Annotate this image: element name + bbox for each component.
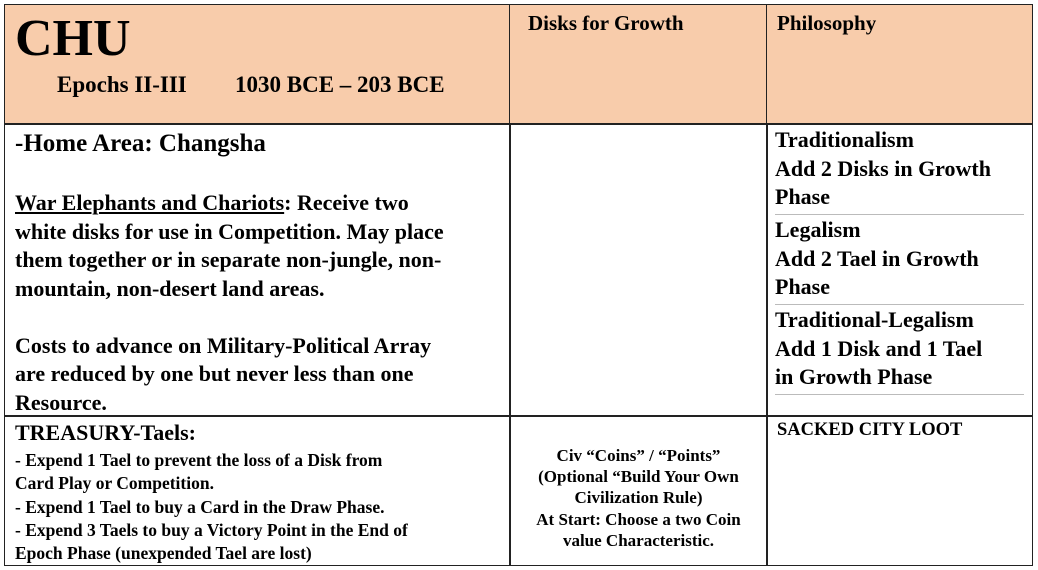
- treasury-heading: TREASURY-Taels:: [15, 420, 196, 445]
- disks-for-growth-cell: [509, 123, 768, 417]
- coins-line: Civ “Coins” / “Points”: [556, 446, 721, 465]
- philosophy-name: Legalism: [775, 217, 861, 242]
- philosophy-header: [766, 4, 1033, 125]
- ability-line: mountain, non-desert land areas.: [15, 276, 325, 301]
- treasury-rule: Card Play or Competition.: [15, 473, 214, 493]
- treasury-rule: - Expend 1 Tael to prevent the loss of a Disk from: [15, 450, 383, 470]
- loot-label: SACKED CITY LOOT: [777, 420, 963, 440]
- philosophy-option-traditionalism: [775, 126, 1024, 212]
- cost-line: Costs to advance on Military-Political Array: [15, 333, 432, 358]
- ability-line: white disks for use in Competition. May place: [15, 219, 444, 244]
- philosophy-effect: Add 2 Disks in Growth: [775, 155, 991, 181]
- ability-title: War Elephants and Chariots: [15, 190, 285, 215]
- cost-line: are reduced by one but never less than one: [15, 361, 414, 386]
- philosophy-name: Traditionalism: [775, 127, 914, 152]
- philosophy-divider: [775, 214, 1024, 215]
- philosophy-divider: [775, 304, 1024, 305]
- treasury-rule: - Expend 3 Taels to buy a Victory Point in the End of: [15, 520, 408, 540]
- civ-name: CHU: [15, 10, 131, 67]
- philosophy-option-traditional-legalism: [775, 306, 1024, 392]
- philosophy-effect: Phase: [775, 184, 830, 209]
- treasury-cell: [4, 415, 511, 566]
- treasury-rule: Epoch Phase (unexpended Tael are lost): [15, 543, 312, 563]
- coins-line: value Characteristic.: [562, 531, 715, 550]
- treasury-rule: - Expend 1 Tael to buy a Card in the Draw Phase.: [15, 497, 385, 517]
- philosophy-divider: [775, 394, 1024, 395]
- philosophy-effect: Add 1 Disk and 1 Tael: [775, 335, 983, 361]
- coins-line: Civilization Rule): [574, 488, 703, 507]
- philosophy-name: Traditional-Legalism: [775, 307, 974, 332]
- ability-line: them together or in separate non-jungle, non-: [15, 247, 442, 272]
- philosophy-options-cell: [766, 123, 1033, 417]
- civ-coins-cell: [509, 415, 768, 566]
- cost-line: Resource.: [15, 390, 107, 415]
- philosophy-effect: Add 2 Tael in Growth: [775, 245, 979, 271]
- civ-abilities-cell: [4, 123, 511, 417]
- date-range: 1030 BCE – 203 BCE: [235, 72, 445, 97]
- ability-line1-rest: : Receive two: [284, 190, 409, 215]
- ability-line-1: [15, 189, 409, 218]
- sacked-city-loot-cell: [766, 415, 1033, 566]
- disks-for-growth-header: [509, 4, 768, 125]
- coins-line: At Start: Choose a two Coin: [536, 510, 741, 529]
- philosophy-header-label: Philosophy: [777, 11, 877, 35]
- disks-header-label: Disks for Growth: [528, 11, 684, 35]
- philosophy-option-legalism: [775, 216, 1024, 302]
- philosophy-effect: Phase: [775, 274, 830, 299]
- epochs-label: Epochs II-III: [57, 72, 187, 97]
- home-area: -Home Area: Changsha: [15, 130, 266, 157]
- coins-line: (Optional “Build Your Own: [538, 467, 739, 486]
- civ-title-cell: [4, 4, 511, 125]
- philosophy-effect: in Growth Phase: [775, 364, 933, 389]
